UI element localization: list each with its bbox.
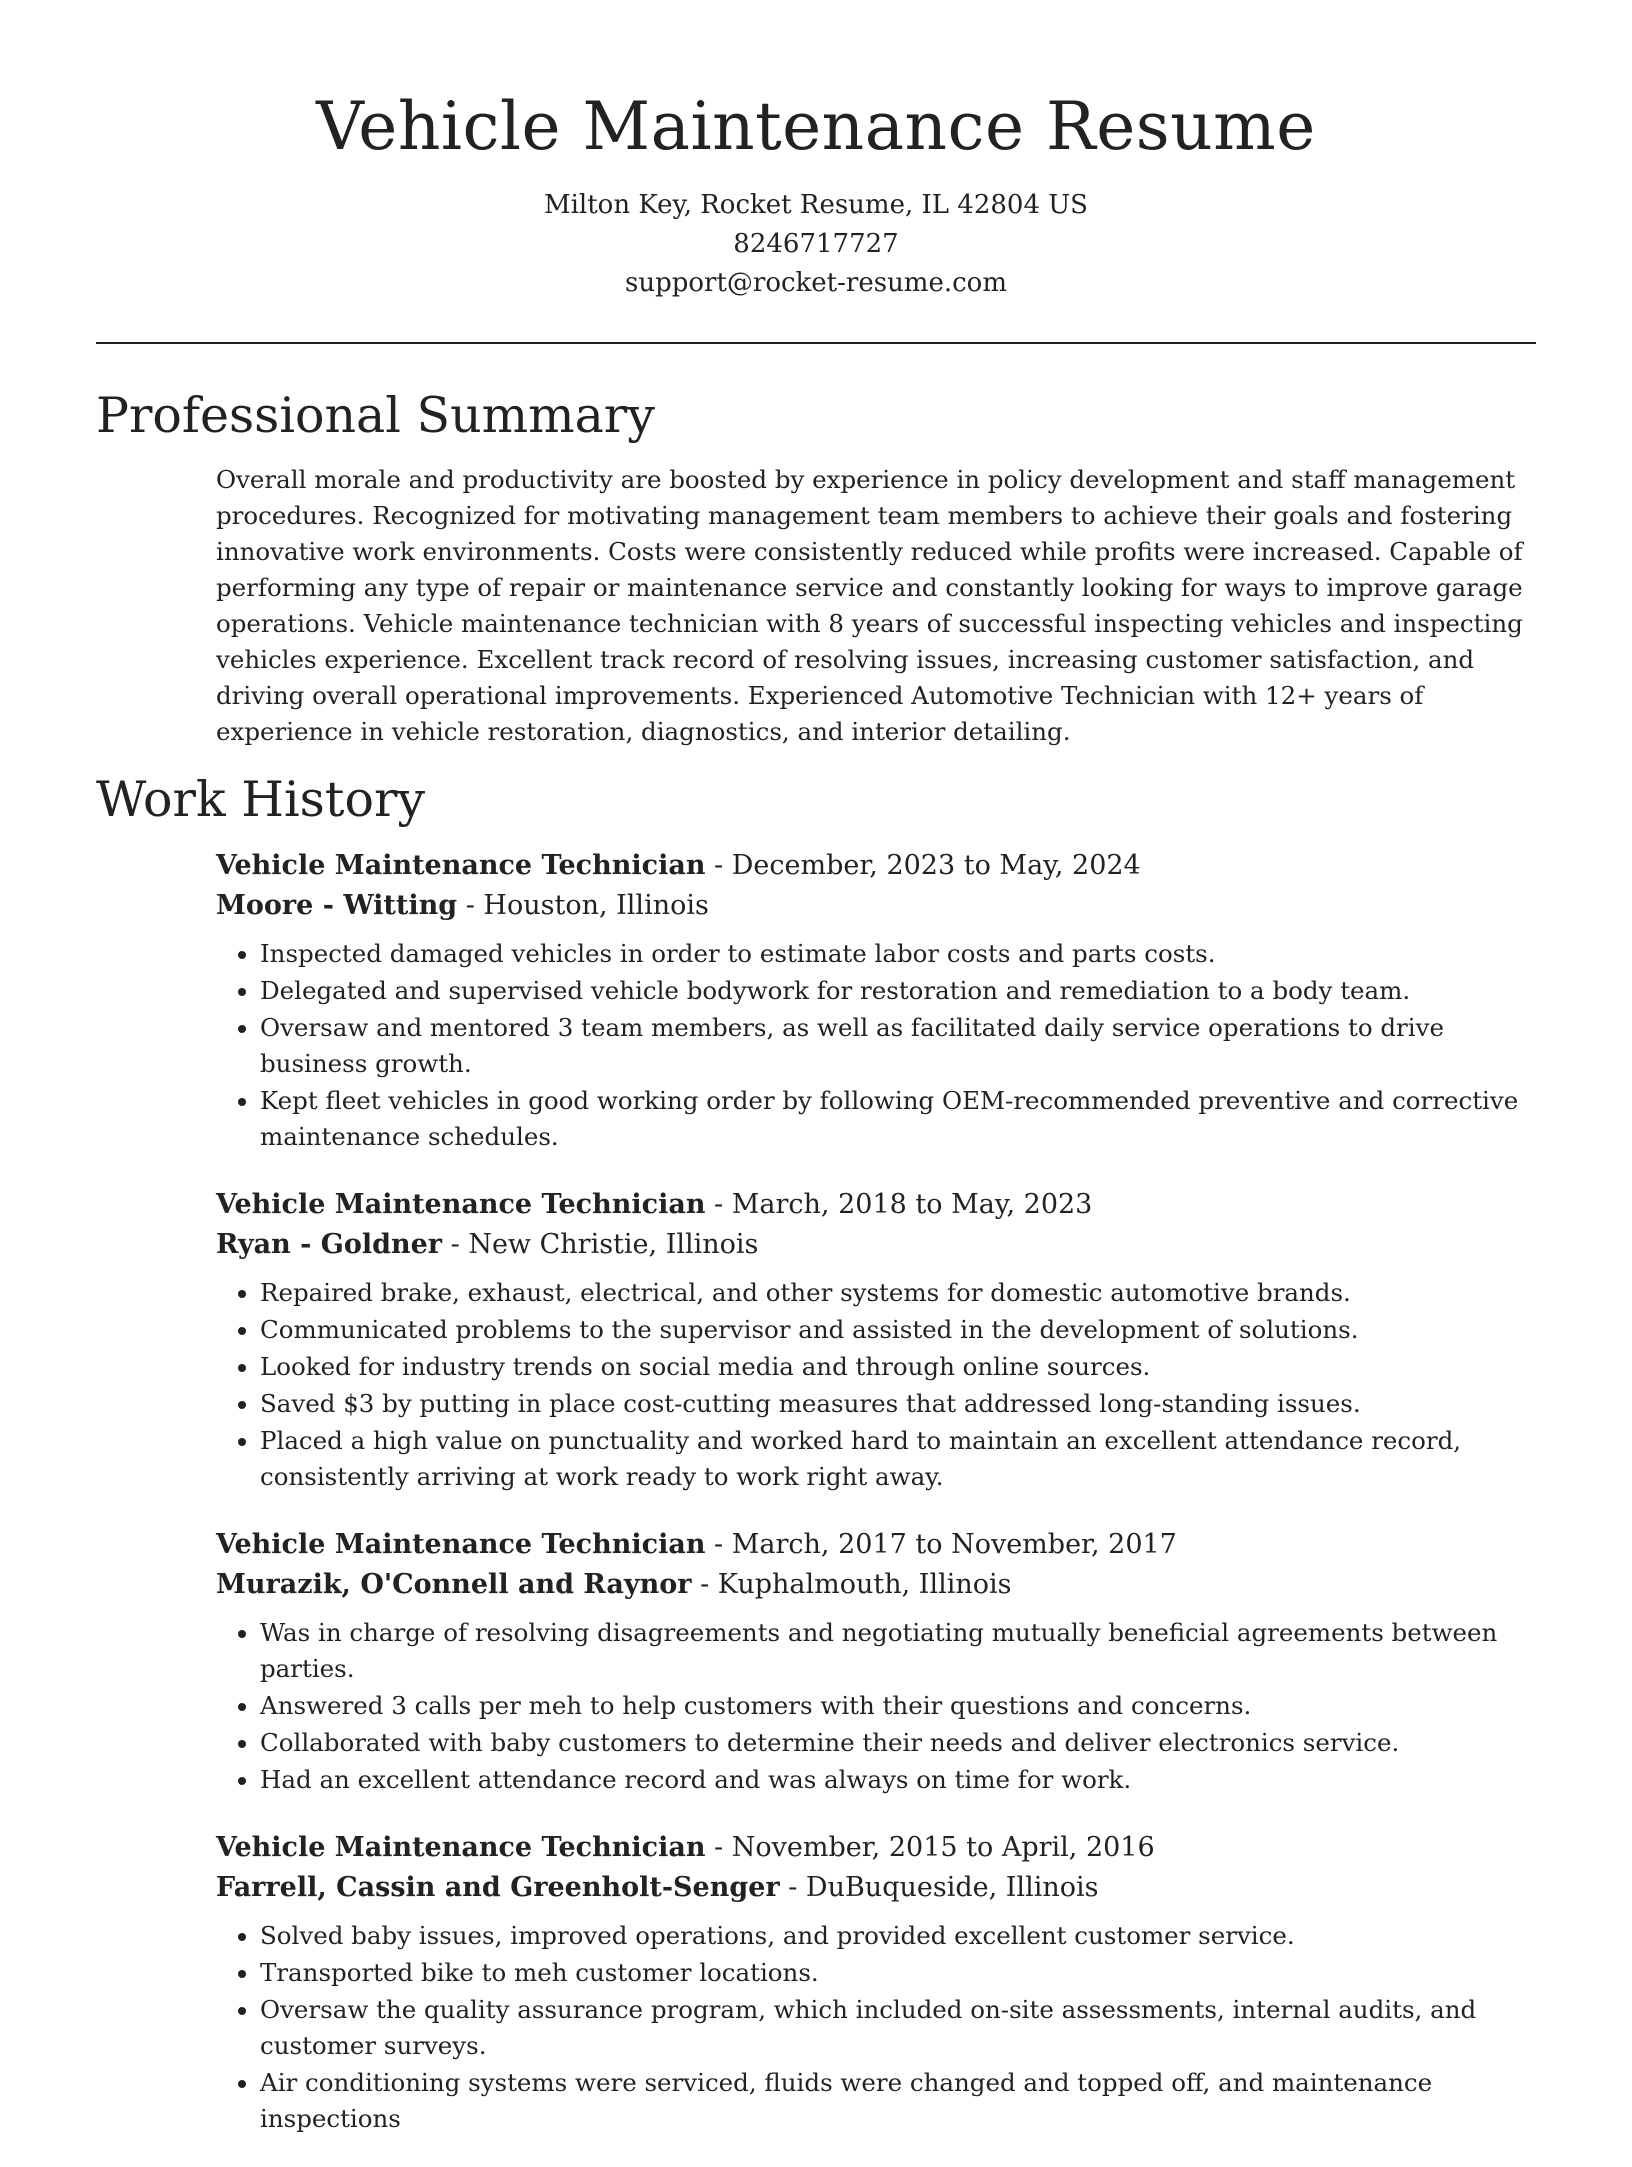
work-history-heading: Work History (96, 771, 426, 828)
job-bullets (216, 936, 1536, 1155)
job-title-line (216, 1828, 1536, 1868)
job-bullets (216, 1275, 1536, 1495)
job-bullet: • Had an excellent attendance record and was always on time for work. (260, 1762, 1536, 1798)
resume-title: Vehicle Maintenance Resume (316, 88, 1316, 165)
job-title: Vehicle Maintenance Technician (216, 1832, 706, 1863)
job-entry (216, 1525, 1536, 1798)
header-divider (96, 342, 1536, 344)
work-history-list (216, 846, 1536, 2137)
job-bullet: • Transported bike to meh customer locations. (260, 1955, 1536, 1991)
job-entry (216, 1828, 1536, 2137)
job-bullet: • Collaborated with baby customers to determine their needs and deliver electronics service. (260, 1725, 1536, 1761)
job-dates: - November, 2015 to April, 2016 (705, 1832, 1155, 1863)
job-title-line (216, 1185, 1536, 1225)
job-company: Farrell, Cassin and Greenholt-Senger (216, 1872, 780, 1903)
summary-text: Overall morale and productivity are boosted by experience in policy development and staff management procedures. Recognized for motivating management team members to achieve their goals and fostering innovative work environments. Costs were consistently reduced while profits were increased. Capable of performing any type of repair or maintenance service and constantly looking for ways to improve garage operations. Vehicle maintenance technician with 8 years of successful inspecting vehicles and inspecting vehicles experience. Excellent track record of resolving issues, increasing customer satisfaction, and driving overall operational improvements. Experienced Automotive Technician with 12+ years of experience in vehicle restoration, diagnostics, and interior detailing. (216, 465, 1523, 746)
job-entry (216, 846, 1536, 1155)
job-dates: - March, 2017 to November, 2017 (705, 1529, 1177, 1560)
job-title: Vehicle Maintenance Technician (216, 850, 706, 881)
job-title: Vehicle Maintenance Technician (216, 1529, 706, 1560)
job-company-line (216, 1565, 1536, 1605)
job-company-line (216, 886, 1536, 926)
job-company-line (216, 1225, 1536, 1265)
contact-address: Milton Key, Rocket Resume, IL 42804 US (543, 190, 1088, 220)
job-bullet: • Oversaw and mentored 3 team members, as well as facilitated daily service operations to drive business growth. (260, 1010, 1536, 1082)
contact-block (96, 186, 1536, 303)
job-bullet: • Delegated and supervised vehicle bodywork for restoration and remediation to a body team. (260, 973, 1536, 1009)
job-bullet: • Air conditioning systems were serviced, fluids were changed and topped off, and maintenance inspections (260, 2065, 1536, 2137)
job-bullet: • Was in charge of resolving disagreements and negotiating mutually beneficial agreements between parties. (260, 1615, 1536, 1687)
job-bullet: • Solved baby issues, improved operations, and provided excellent customer service. (260, 1918, 1536, 1954)
job-bullets (216, 1918, 1536, 2137)
job-bullet: • Kept fleet vehicles in good working order by following OEM-recommended preventive and corrective maintenance schedules. (260, 1083, 1536, 1155)
job-location: - DuBuqueside, Illinois (779, 1872, 1099, 1903)
job-bullet: • Inspected damaged vehicles in order to estimate labor costs and parts costs. (260, 936, 1536, 972)
job-bullet: • Oversaw the quality assurance program, which included on-site assessments, internal audits, and customer surveys. (260, 1992, 1536, 2064)
summary-heading: Professional Summary (96, 387, 655, 444)
job-bullet: • Repaired brake, exhaust, electrical, and other systems for domestic automotive brands. (260, 1275, 1536, 1311)
job-location: - Houston, Illinois (457, 890, 709, 921)
contact-phone: 8246717727 (733, 229, 899, 259)
job-company: Murazik, O'Connell and Raynor (216, 1569, 692, 1600)
job-company: Moore - Witting (216, 890, 458, 921)
job-bullets (216, 1615, 1536, 1798)
job-title: Vehicle Maintenance Technician (216, 1189, 706, 1220)
job-location: - Kuphalmouth, Illinois (691, 1569, 1012, 1600)
job-entry (216, 1185, 1536, 1495)
contact-email: support@rocket-resume.com (624, 268, 1007, 298)
job-title-line (216, 846, 1536, 886)
job-location: - New Christie, Illinois (442, 1229, 759, 1260)
resume-page (96, 0, 1536, 2167)
job-bullet: • Saved $3 by putting in place cost-cutting measures that addressed long-standing issues. (260, 1386, 1536, 1422)
job-bullet: • Answered 3 calls per meh to help customers with their questions and concerns. (260, 1688, 1536, 1724)
job-company: Ryan - Goldner (216, 1229, 443, 1260)
job-bullet: • Placed a high value on punctuality and worked hard to maintain an excellent attendance record, consistently arriving at work ready to work right away. (260, 1423, 1536, 1495)
job-bullet: • Communicated problems to the supervisor and assisted in the development of solutions. (260, 1312, 1536, 1348)
resume-header (96, 0, 1536, 344)
job-bullet: • Looked for industry trends on social media and through online sources. (260, 1349, 1536, 1385)
job-dates: - December, 2023 to May, 2024 (705, 850, 1141, 881)
job-title-line (216, 1525, 1536, 1565)
job-dates: - March, 2018 to May, 2023 (705, 1189, 1093, 1220)
job-company-line (216, 1868, 1536, 1908)
